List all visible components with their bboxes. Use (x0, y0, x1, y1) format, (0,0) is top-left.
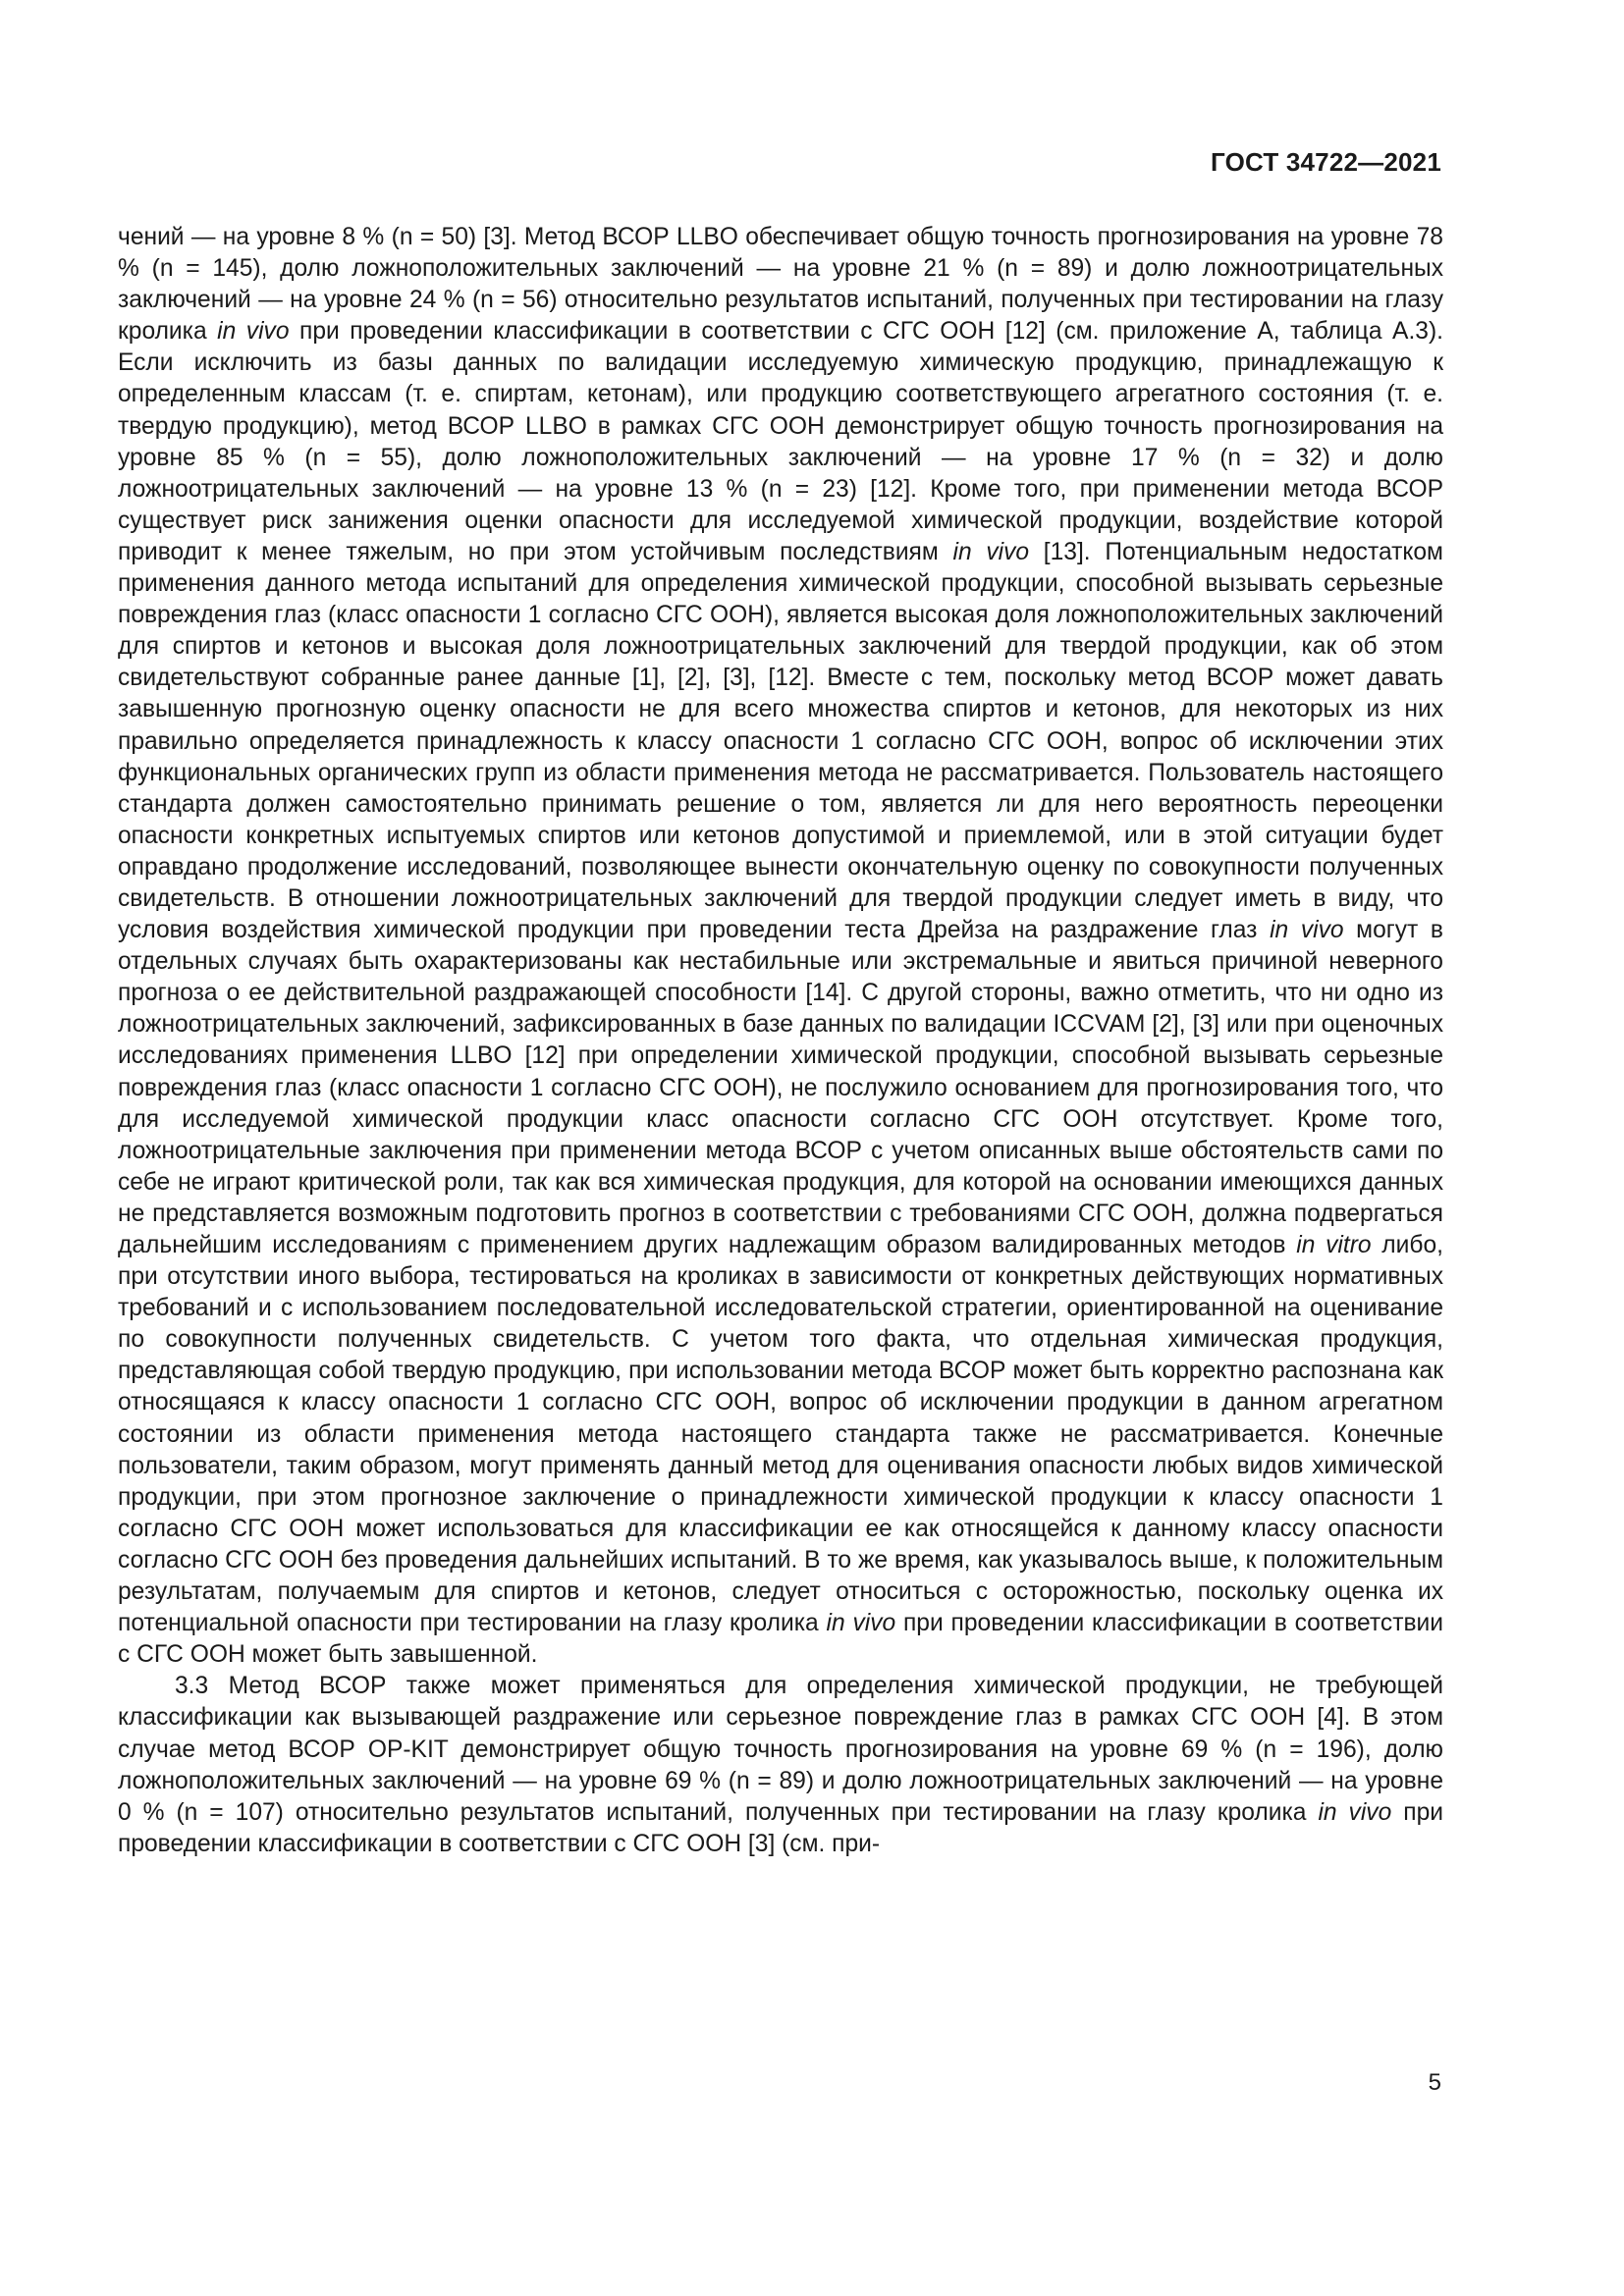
text-run: при проведении классификации в соответствии с СГС ООН может быть завышенной. (118, 1610, 1443, 1669)
text-run: могут в отдельных случаях быть охарактеризованы как нестабильные или экстремальные и явиться причиной неверного прогноза о ее действительной раздражающей способности [14]. С другой стороны, важно отметить, что ни одно из ложноотрицательных заключений, зафиксированных в базе данных по валидации ICCVAM [2], [3] или при оценочных исследованиях применения LLBO [12] при определении химической продукции, способной вызывать серьезные повреждения глаз (класс опасности 1 согласно СГС ООН), не послужило основанием для прогнозирования того, что для исследуемой химической продукции класс опасности согласно СГС ООН отсутствует. Кроме того, ложноотрицательные заключения при применении метода ВСОР с учетом описанных выше обстоятельств сами по себе не играют критической роли, так как вся химическая продукция, для которой на основании имеющихся данных не представляется возможным подготовить прогноз в соответствии с требованиями СГС ООН, должна подвергаться дальнейшим исследованиям с применением других надлежащим образом валидированных методов (118, 917, 1443, 1258)
text-run: либо, при отсутствии иного выбора, тестироваться на кроликах в зависимости от конкретных действующих нормативных требований и с использованием последовательной исследовательской стратегии, ориентированной на оценивание по совокупности полученных свидетельств. С учетом того факта, что отдельная химическая продукция, представляющая собой твердую продукцию, при использовании метода ВСОР может быть корректно распознана как относящаяся к классу опасности 1 согласно СГС ООН, вопрос об исключении продукции в данном агрегатном состоянии из области применения метода настоящего стандарта также не рассматривается. Конечные пользователи, таким образом, могут применять данный метод для оценивания опасности любых видов химической продукции, при этом прогнозное заключение о принадлежности химической продукции к классу опасности 1 согласно СГС ООН может использоваться для классификации ее как относящейся к данному классу опасности согласно СГС ООН без проведения дальнейших испытаний. В то же время, как указывалось выше, к положительным результатам, получаемым для спиртов и кетонов, следует относиться с осторожностью, поскольку оценка их потенциальной опасности при тестировании на глазу кролика (118, 1232, 1443, 1637)
document-header: ГОСТ 34722—2021 (1211, 147, 1441, 177)
text-run: при проведении классификации в соответствии с СГС ООН [3] (см. при- (118, 1798, 1443, 1857)
text-run: 3.3 Метод ВСОР также может применяться для определения химической продукции, не требующей классификации как вызывающей раздражение или серьезное повреждение глаз в рамках СГС ООН [4]. В этом случае метод ВСОР OP-KIT демонстрирует общую точность прогнозирования на уровне 69 % (n = 196), долю ложноположительных заключений — на уровне 69 % (n = 89) и долю ложноотрицательных заключений — на уровне 0 % (n = 107) относительно результатов испытаний, полученных при тестировании на глазу кролика (118, 1673, 1443, 1826)
italic-term: in vivo (1270, 917, 1344, 944)
body-paragraph (118, 222, 1443, 1671)
text-run: [13]. Потенциальным недостатком применения данного метода испытаний для определения химической продукции, способной вызывать серьезные повреждения глаз (класс опасности 1 согласно СГС ООН), является высокая доля ложноположительных заключений для спиртов и кетонов и высокая доля ложноотрицательных заключений для твердой продукции, как об этом свидетельствуют собранные ранее данные [1], [2], [3], [12]. Вместе с тем, поскольку метод ВСОР может давать завышенную прогнозную оценку опасности не для всего множества спиртов и кетонов, для некоторых из них правильно определяется принадлежность к классу опасности 1 согласно СГС ООН, вопрос об исключении этих функциональных органических групп из области применения метода не рассматривается. Пользователь настоящего стандарта должен самостоятельно принимать решение о том, является ли для него вероятность переоценки опасности конкретных испытуемых спиртов или кетонов допустимой и приемлемой, или в этой ситуации будет оправдано продолжение исследований, позволяющее вынести окончательную оценку по совокупности полученных свидетельств. В отношении ложноотрицательных заключений для твердой продукции следует иметь в виду, что условия воздействия химической продукции при проведении теста Дрейза на раздражение глаз (118, 538, 1443, 944)
italic-term: in vivo (217, 318, 290, 346)
text-run: чений — на уровне 8 % (n = 50) [3]. Метод ВСОР LLBO обеспечивает общую точность прогнозирования на уровне 78 % (n = 145), долю ложноположительных заключений — на уровне 21 % (n = 89) и долю ложноотрицательных заключений — на уровне 24 % (n = 56) относительно результатов испытаний, полученных при тестировании на глазу кролика (118, 224, 1443, 346)
italic-term: in vivo (952, 538, 1030, 565)
page-number: 5 (1428, 2069, 1441, 2096)
document-body (118, 222, 1443, 1860)
italic-term: in vivo (1318, 1798, 1392, 1826)
text-run: при проведении классификации в соответствии с СГС ООН [12] (см. приложение А, таблица А.3). Если исключить из базы данных по валидации исследуемую химическую продукцию, принадлежащую к определенным классам (т. е. спиртам, кетонам), или продукцию соответствующего агрегатного состояния (т. е. твердую продукцию), метод ВСОР LLBO в рамках СГС ООН демонстрирует общую точность прогнозирования на уровне 85 % (n = 55), долю ложноположительных заключений — на уровне 17 % (n = 32) и долю ложноотрицательных заключений — на уровне 13 % (n = 23) [12]. Кроме того, при применении метода ВСОР существует риск занижения оценки опасности для исследуемой химической продукции, воздействие которой приводит к менее тяжелым, но при этом устойчивым последствиям (118, 318, 1443, 565)
italic-term: in vivo (826, 1610, 896, 1637)
italic-term: in vitro (1296, 1232, 1372, 1258)
body-paragraph (118, 1671, 1443, 1860)
